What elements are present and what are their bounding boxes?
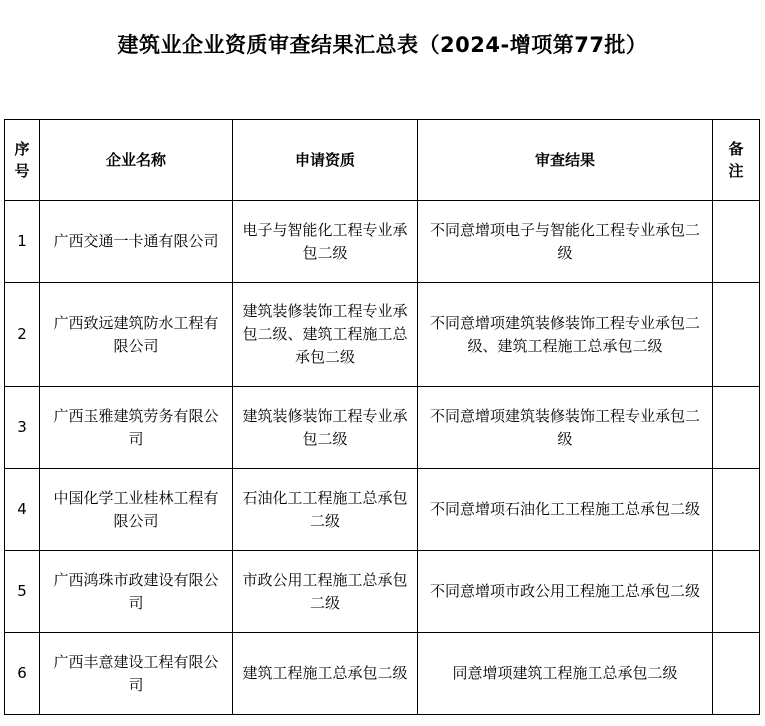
cell-remarks <box>713 469 760 551</box>
cell-company-name: 广西致远建筑防水工程有限公司 <box>40 283 233 387</box>
table-row <box>5 551 760 633</box>
header-remarks-line2: 注 <box>728 162 744 180</box>
table-row <box>5 387 760 469</box>
cell-applied-qualification: 石油化工工程施工总承包二级 <box>233 469 418 551</box>
cell-review-result: 不同意增项电子与智能化工程专业承包二级 <box>418 201 713 283</box>
cell-company-name: 广西玉雅建筑劳务有限公司 <box>40 387 233 469</box>
header-remarks <box>713 120 760 201</box>
cell-serial-number: 6 <box>5 633 40 715</box>
header-remarks-line1: 备 <box>728 140 744 158</box>
page-title: 建筑业企业资质审查结果汇总表（2024-增项第77批） <box>117 33 648 57</box>
table-header-row <box>5 120 760 201</box>
cell-applied-qualification: 建筑工程施工总承包二级 <box>233 633 418 715</box>
cell-review-result: 不同意增项市政公用工程施工总承包二级 <box>418 551 713 633</box>
cell-review-result: 不同意增项石油化工工程施工总承包二级 <box>418 469 713 551</box>
cell-applied-qualification: 电子与智能化工程专业承包二级 <box>233 201 418 283</box>
cell-review-result: 不同意增项建筑装修装饰工程专业承包二级 <box>418 387 713 469</box>
cell-serial-number: 1 <box>5 201 40 283</box>
table-row <box>5 469 760 551</box>
header-serial-number-line2: 号 <box>14 162 30 180</box>
table-row <box>5 283 760 387</box>
cell-remarks <box>713 551 760 633</box>
header-review-result: 审查结果 <box>418 120 713 201</box>
cell-serial-number: 3 <box>5 387 40 469</box>
cell-serial-number: 4 <box>5 469 40 551</box>
header-company-name: 企业名称 <box>40 120 233 201</box>
cell-company-name: 广西丰意建设工程有限公司 <box>40 633 233 715</box>
cell-applied-qualification: 市政公用工程施工总承包二级 <box>233 551 418 633</box>
review-result-table <box>4 119 760 715</box>
cell-remarks <box>713 201 760 283</box>
cell-company-name: 广西鸿珠市政建设有限公司 <box>40 551 233 633</box>
cell-serial-number: 2 <box>5 283 40 387</box>
cell-applied-qualification: 建筑装修装饰工程专业承包二级 <box>233 387 418 469</box>
table-row <box>5 633 760 715</box>
cell-remarks <box>713 387 760 469</box>
table-row <box>5 201 760 283</box>
cell-applied-qualification: 建筑装修装饰工程专业承包二级、建筑工程施工总承包二级 <box>233 283 418 387</box>
cell-review-result: 不同意增项建筑装修装饰工程专业承包二级、建筑工程施工总承包二级 <box>418 283 713 387</box>
header-serial-number-line1: 序 <box>14 140 30 158</box>
cell-review-result: 同意增项建筑工程施工总承包二级 <box>418 633 713 715</box>
header-serial-number <box>5 120 40 201</box>
cell-remarks <box>713 283 760 387</box>
cell-remarks <box>713 633 760 715</box>
cell-company-name: 中国化学工业桂林工程有限公司 <box>40 469 233 551</box>
cell-serial-number: 5 <box>5 551 40 633</box>
cell-company-name: 广西交通一卡通有限公司 <box>40 201 233 283</box>
header-applied-qualification: 申请资质 <box>233 120 418 201</box>
